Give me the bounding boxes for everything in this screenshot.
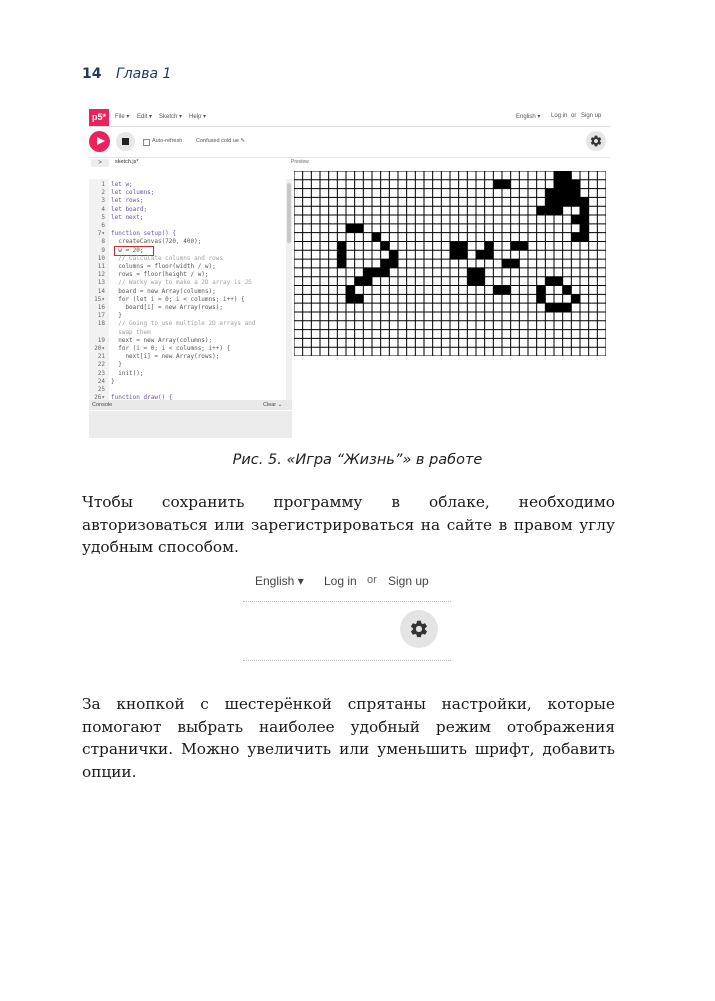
line-number: 23: [97, 369, 105, 377]
live-cell: [580, 206, 589, 215]
line-number: 5: [101, 213, 105, 221]
live-cell: [580, 233, 589, 242]
line-number: 9: [101, 246, 105, 254]
code-line: for (let i = 0; i < columns; i++) {: [111, 295, 245, 303]
live-cell: [485, 241, 494, 250]
live-cell: [571, 233, 580, 242]
live-cell: [563, 180, 572, 189]
live-cell: [476, 277, 485, 286]
code-line: function draw() {: [111, 394, 173, 402]
gear-icon: [586, 131, 606, 151]
code-line: createCanvas(720, 400);: [111, 238, 202, 246]
line-number: 8: [101, 238, 105, 246]
live-cell: [580, 197, 589, 206]
live-cell: [571, 215, 580, 224]
line-number: 19: [97, 336, 105, 344]
line-number: 3: [101, 197, 105, 205]
p5-logo: p5*: [89, 109, 109, 126]
live-cell: [563, 189, 572, 198]
code-line: // Wacky way to make a 2D array is JS: [111, 279, 252, 287]
p5-editor-screenshot: [89, 108, 610, 438]
live-cell: [554, 277, 563, 286]
line-number: 13: [97, 279, 105, 287]
live-cell: [502, 259, 511, 268]
live-cell: [554, 189, 563, 198]
file-tab[interactable]: sketch.js*: [115, 159, 139, 165]
live-cell: [337, 259, 346, 268]
live-cell: [545, 189, 554, 198]
code-line: swap them: [111, 328, 151, 336]
live-cell: [554, 303, 563, 312]
auto-refresh-checkbox[interactable]: [143, 139, 150, 146]
live-cell: [519, 241, 528, 250]
line-number: 22: [97, 361, 105, 369]
live-cell: [537, 286, 546, 295]
code-line: }: [111, 377, 115, 385]
live-cell: [337, 241, 346, 250]
live-cell: [467, 277, 476, 286]
menu-help[interactable]: Help ▾: [189, 114, 207, 120]
code-line: for (i = 0; i < columns; i++) {: [111, 345, 231, 352]
live-cell: [485, 250, 494, 259]
live-cell: [355, 277, 364, 286]
preview-label: Preview: [291, 159, 309, 165]
line-number: 6: [101, 222, 105, 229]
line-number: 20▾: [94, 345, 105, 352]
language-menu[interactable]: English ▾: [516, 114, 541, 120]
play-icon[interactable]: [89, 131, 110, 152]
live-cell: [545, 277, 554, 286]
language-menu[interactable]: English ▾: [255, 574, 304, 588]
live-cell: [476, 268, 485, 277]
live-cell: [502, 286, 511, 295]
page-number: 14: [82, 66, 102, 82]
menu-edit[interactable]: Edit ▾: [137, 114, 153, 120]
code-line: }: [111, 361, 122, 369]
code-line: next[i] = new Array(rows);: [111, 353, 220, 361]
live-cell: [476, 250, 485, 259]
line-number: 4: [101, 205, 105, 213]
sketch-name[interactable]: Confused cold ue ✎: [196, 138, 245, 144]
live-cell: [355, 224, 364, 233]
live-cell: [459, 250, 468, 259]
settings-button[interactable]: [586, 131, 606, 151]
line-number: 15▾: [94, 295, 105, 303]
code-line: w = 20;: [111, 246, 144, 254]
or-text: or: [367, 574, 377, 586]
live-cell: [502, 180, 511, 189]
line-number: 16: [97, 304, 105, 311]
live-cell: [389, 259, 398, 268]
code-line: }: [111, 312, 122, 320]
editor-toolbar: [89, 127, 610, 158]
login-link[interactable]: Log in: [324, 574, 357, 588]
or-text: or: [571, 113, 577, 119]
live-cell: [493, 180, 502, 189]
live-cell: [450, 241, 459, 250]
code-line: columns = floor(width / w);: [111, 263, 216, 270]
editor-scrollbar-thumb[interactable]: [287, 183, 291, 243]
code-line: let w;: [111, 181, 133, 188]
line-number: 10: [97, 254, 105, 262]
menu-sketch[interactable]: Sketch ▾: [159, 114, 183, 120]
live-cell: [580, 224, 589, 233]
body-paragraph-2: За кнопкой с шестерёнкой спрятаны настройки, которые помогают выбрать наиболее удобный режим отображения странички. Можно увеличить или уменьшить шрифт, добавить опции.: [82, 695, 615, 781]
line-number: 7▾: [97, 230, 105, 238]
live-cell: [381, 241, 390, 250]
editor-top-bar: [89, 108, 610, 127]
line-number: 24: [97, 377, 105, 385]
chapter-title: Глава 1: [115, 66, 172, 82]
live-cell: [563, 286, 572, 295]
live-cell: [545, 197, 554, 206]
body-paragraph-1: Чтобы сохранить программу в облаке, необходимо авторизоваться или зарегистрироваться на сайте в правом углу удобным способом.: [82, 493, 615, 556]
code-line: let board;: [111, 205, 148, 213]
stop-icon[interactable]: [116, 132, 135, 151]
live-cell: [337, 250, 346, 259]
divider: [243, 660, 451, 661]
live-cell: [563, 171, 572, 180]
live-cell: [545, 206, 554, 215]
line-number: 12: [97, 271, 105, 279]
live-cell: [381, 268, 390, 277]
live-cell: [580, 215, 589, 224]
live-cell: [355, 294, 364, 303]
live-cell: [511, 241, 520, 250]
live-cell: [554, 206, 563, 215]
menu-file[interactable]: File ▾: [115, 114, 130, 120]
live-cell: [537, 294, 546, 303]
live-cell: [372, 233, 381, 242]
line-number: 18: [97, 320, 105, 328]
settings-button[interactable]: [400, 610, 438, 648]
live-cell: [381, 259, 390, 268]
login-link[interactable]: Log in: [551, 113, 568, 119]
live-cell: [389, 250, 398, 259]
live-cell: [372, 268, 381, 277]
live-cell: [346, 294, 355, 303]
live-cell: [554, 197, 563, 206]
collapse-sidebar-button[interactable]: >: [91, 159, 109, 167]
live-cell: [467, 268, 476, 277]
live-cell: [537, 206, 546, 215]
code-line: board[i] = new Array(rows);: [111, 304, 223, 311]
live-cell: [571, 294, 580, 303]
code-line: board = new Array(columns);: [111, 287, 216, 295]
code-line: next = new Array(columns);: [111, 336, 213, 344]
console-clear-button[interactable]: Clear ⌄: [263, 402, 283, 408]
live-cell: [363, 277, 372, 286]
running-header: [82, 66, 171, 82]
live-cell: [571, 180, 580, 189]
line-number: 21: [97, 353, 105, 361]
live-cell: [563, 197, 572, 206]
code-line: init();: [111, 369, 144, 377]
line-number: 26▾: [94, 394, 105, 402]
live-cell: [554, 180, 563, 189]
divider: [243, 601, 451, 602]
live-cell: [563, 303, 572, 312]
figure-caption: Рис. 5. «Игра “Жизнь”» в работе: [232, 452, 483, 468]
live-cell: [493, 286, 502, 295]
line-number: 14: [97, 287, 105, 295]
live-cell: [511, 259, 520, 268]
line-number: 25: [97, 386, 105, 393]
code-line: let next;: [111, 213, 144, 221]
header-snippet: [243, 568, 451, 662]
live-cell: [450, 250, 459, 259]
live-cell: [571, 189, 580, 198]
live-cell: [554, 171, 563, 180]
code-line: let columns;: [111, 189, 155, 197]
console-label: Console: [92, 402, 113, 408]
line-number: 17: [97, 312, 105, 320]
live-cell: [571, 197, 580, 206]
signup-link[interactable]: Sign up: [388, 574, 429, 588]
live-cell: [363, 268, 372, 277]
code-line: let rows;: [111, 197, 144, 205]
line-number: 2: [101, 189, 105, 197]
live-cell: [459, 241, 468, 250]
code-line: function setup() {: [111, 230, 177, 238]
game-of-life-canvas: [294, 171, 606, 356]
line-number: 1: [101, 181, 105, 188]
live-cell: [346, 286, 355, 295]
auto-refresh-label: Auto-refresh: [152, 138, 183, 144]
line-number: 11: [97, 263, 105, 270]
signup-link[interactable]: Sign up: [581, 113, 602, 119]
code-line: rows = floor(height / w);: [111, 271, 209, 279]
gear-icon: [400, 610, 438, 648]
live-cell: [545, 303, 554, 312]
live-cell: [346, 224, 355, 233]
code-line: // Calculate columns and rows: [111, 254, 223, 262]
line-number: [89, 329, 105, 337]
console-output: [89, 411, 292, 438]
code-line: // Going to use multiple 2D arrays and: [111, 320, 256, 328]
